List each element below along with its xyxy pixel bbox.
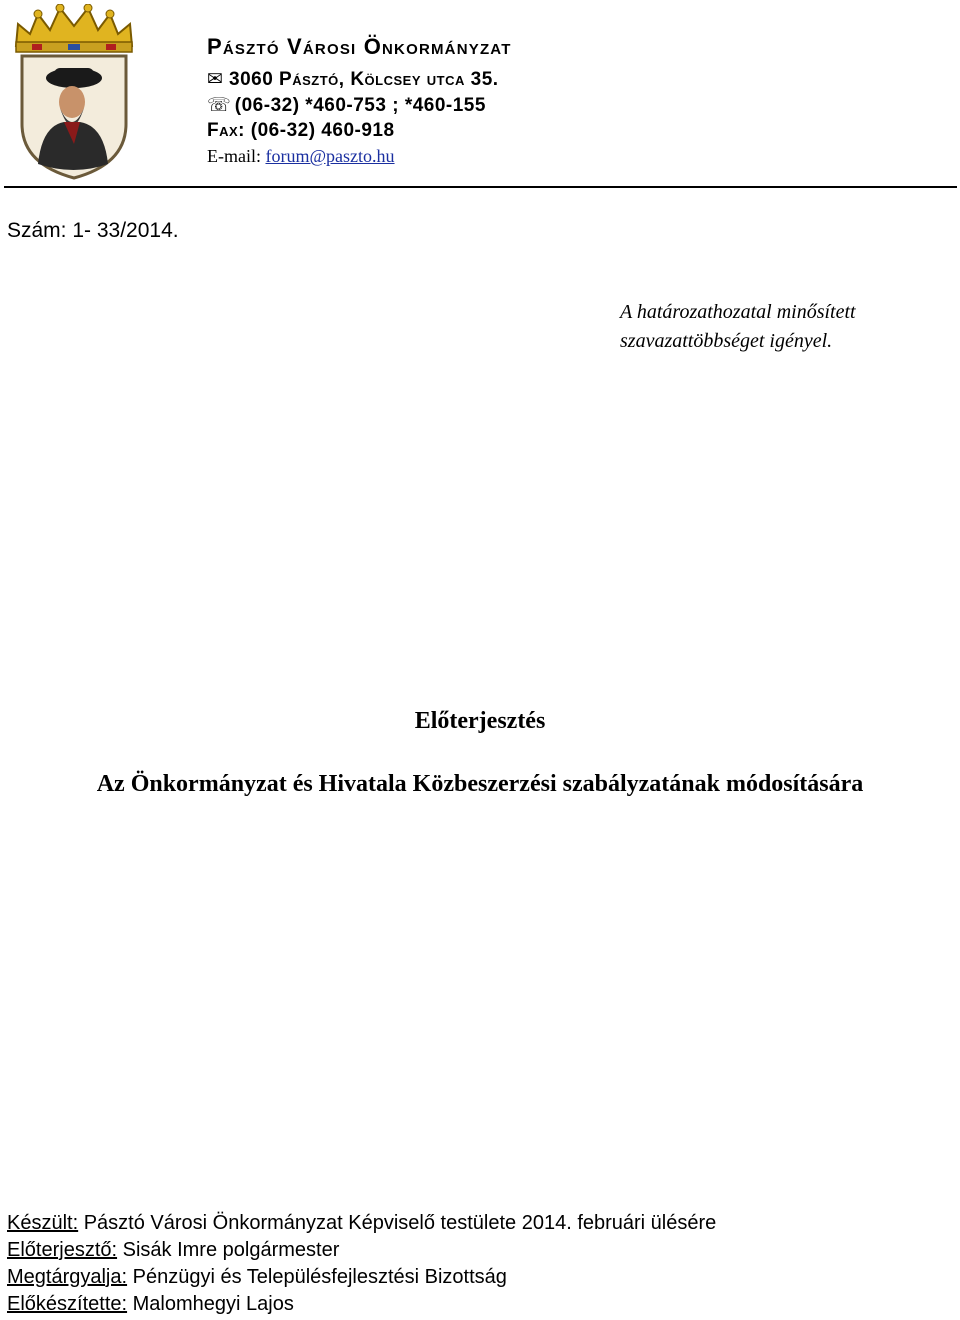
- document-subject: Az Önkormányzat és Hivatala Közbeszerzési szabályzatának módosítására: [96, 771, 864, 797]
- document-footer: [7, 1210, 716, 1318]
- presenter-line: [7, 1237, 716, 1264]
- envelope-icon: ✉: [207, 69, 224, 90]
- address-text: 3060 Pásztó, Kölcsey utca 35.: [229, 69, 499, 90]
- presenter-label: Előterjesztő:: [7, 1239, 118, 1261]
- prepared-value: Pásztó Városi Önkormányzat Képviselő testülete 2014. februári ülésére: [83, 1212, 717, 1234]
- voting-note-line-2: szavazattöbbséget igényel.: [620, 330, 833, 352]
- email-label: E-mail:: [207, 146, 261, 166]
- email-link[interactable]: forum@paszto.hu: [265, 146, 395, 166]
- header-divider: [4, 186, 957, 188]
- fax-label: Fax:: [207, 120, 245, 141]
- drafted-line: [7, 1291, 716, 1318]
- document-number: Szám: 1- 33/2014.: [7, 219, 179, 242]
- drafted-value: Malomhegyi Lajos: [132, 1293, 294, 1315]
- reviewer-label: Megtárgyalja:: [7, 1266, 128, 1288]
- prepared-line: [7, 1210, 716, 1237]
- document-title: Előterjesztés: [414, 708, 546, 734]
- fax-line: [207, 120, 395, 142]
- reviewer-line: [7, 1264, 716, 1291]
- voting-note-line-1: A határozathozatal minősített: [620, 301, 856, 323]
- reviewer-value: Pénzügyi és Településfejlesztési Bizottság: [132, 1266, 507, 1288]
- drafted-label: Előkészítette:: [7, 1293, 128, 1315]
- voting-note: [620, 298, 856, 356]
- presenter-value: Sisák Imre polgármester: [122, 1239, 340, 1261]
- phone-line: [207, 94, 486, 117]
- email-line: [207, 146, 395, 167]
- address-line: [207, 68, 499, 91]
- fax-number: (06-32) 460-918: [250, 120, 395, 141]
- prepared-label: Készült:: [7, 1212, 79, 1234]
- coat-of-arms: [8, 4, 140, 180]
- telephone-icon: ☏: [207, 95, 232, 116]
- phone-text: (06-32) *460-753 ; *460-155: [234, 95, 486, 116]
- organization-name: Pásztó Városi Önkormányzat: [207, 34, 512, 59]
